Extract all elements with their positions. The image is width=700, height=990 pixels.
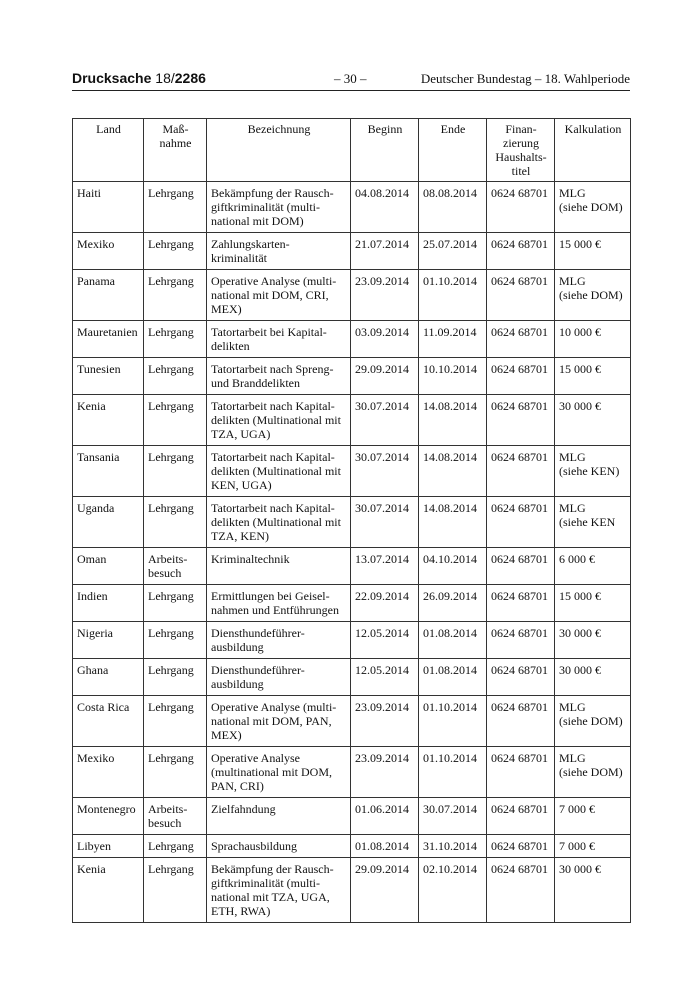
cell-beginn: 01.06.2014: [351, 798, 419, 835]
cell-land: Oman: [73, 548, 144, 585]
cell-titel: 0624 68701: [487, 446, 555, 497]
table-header-row: [73, 119, 631, 182]
cell-ende: 14.08.2014: [419, 395, 487, 446]
col-header-land: Land: [73, 119, 144, 182]
cell-kalkulation: 15 000 €: [555, 358, 631, 395]
cell-bezeichnung: Bekämpfung der Rausch- giftkriminalität (multi- national mit TZA, UGA, ETH, RWA): [207, 858, 351, 923]
table-row: [73, 747, 631, 798]
cell-massnahme: Lehrgang: [144, 182, 207, 233]
cell-massnahme: Lehrgang: [144, 696, 207, 747]
cell-bezeichnung: Ermittlungen bei Geisel- nahmen und Entführungen: [207, 585, 351, 622]
cell-ende: 14.08.2014: [419, 497, 487, 548]
cell-ende: 30.07.2014: [419, 798, 487, 835]
cell-beginn: 23.09.2014: [351, 696, 419, 747]
cell-titel: 0624 68701: [487, 548, 555, 585]
cell-land: Ghana: [73, 659, 144, 696]
cell-kalkulation: 6 000 €: [555, 548, 631, 585]
table-row: [73, 798, 631, 835]
cell-titel: 0624 68701: [487, 358, 555, 395]
cell-titel: 0624 68701: [487, 622, 555, 659]
col-header-ende: Ende: [419, 119, 487, 182]
cell-titel: 0624 68701: [487, 585, 555, 622]
cell-titel: 0624 68701: [487, 395, 555, 446]
cell-massnahme: Lehrgang: [144, 622, 207, 659]
cell-massnahme: Lehrgang: [144, 395, 207, 446]
cell-titel: 0624 68701: [487, 270, 555, 321]
cell-ende: 14.08.2014: [419, 446, 487, 497]
doc-label: Drucksache: [72, 70, 152, 86]
cell-kalkulation: 30 000 €: [555, 858, 631, 923]
cell-titel: 0624 68701: [487, 696, 555, 747]
col-header-finanzierung: Finan- zierung Haushalts- titel: [487, 119, 555, 182]
cell-beginn: 12.05.2014: [351, 659, 419, 696]
cell-massnahme: Lehrgang: [144, 358, 207, 395]
cell-ende: 01.08.2014: [419, 622, 487, 659]
cell-massnahme: Lehrgang: [144, 270, 207, 321]
cell-kalkulation: 15 000 €: [555, 585, 631, 622]
cell-ende: 01.10.2014: [419, 747, 487, 798]
page-header: [72, 70, 630, 91]
cell-ende: 26.09.2014: [419, 585, 487, 622]
cell-beginn: 12.05.2014: [351, 622, 419, 659]
cell-land: Montenegro: [73, 798, 144, 835]
document-number: [72, 70, 206, 86]
cell-land: Haiti: [73, 182, 144, 233]
cell-titel: 0624 68701: [487, 233, 555, 270]
cell-ende: 11.09.2014: [419, 321, 487, 358]
cell-bezeichnung: Operative Analyse (multi- national mit DOM, PAN, MEX): [207, 696, 351, 747]
col-header-beginn: Beginn: [351, 119, 419, 182]
cell-massnahme: Lehrgang: [144, 497, 207, 548]
cell-ende: 01.08.2014: [419, 659, 487, 696]
cell-titel: 0624 68701: [487, 659, 555, 696]
cell-kalkulation: 30 000 €: [555, 622, 631, 659]
cell-ende: 25.07.2014: [419, 233, 487, 270]
cell-titel: 0624 68701: [487, 858, 555, 923]
cell-land: Uganda: [73, 497, 144, 548]
table-body: [73, 182, 631, 923]
cell-beginn: 29.09.2014: [351, 358, 419, 395]
cell-titel: 0624 68701: [487, 182, 555, 233]
publisher: Deutscher Bundestag – 18. Wahlperiode: [420, 71, 630, 86]
cell-massnahme: Lehrgang: [144, 747, 207, 798]
cell-land: Mexiko: [73, 747, 144, 798]
cell-land: Mauretanien: [73, 321, 144, 358]
cell-beginn: 22.09.2014: [351, 585, 419, 622]
doc-number-prefix: 18/: [155, 70, 175, 86]
cell-massnahme: Lehrgang: [144, 446, 207, 497]
cell-ende: 10.10.2014: [419, 358, 487, 395]
cell-land: Costa Rica: [73, 696, 144, 747]
cell-bezeichnung: Operative Analyse (multinational mit DOM, PAN, CRI): [207, 747, 351, 798]
col-header-massnahme: Maß- nahme: [144, 119, 207, 182]
table-row: [73, 446, 631, 497]
cell-land: Nigeria: [73, 622, 144, 659]
cell-titel: 0624 68701: [487, 747, 555, 798]
cell-beginn: 13.07.2014: [351, 548, 419, 585]
cell-bezeichnung: Tatortarbeit nach Kapital- delikten (Multinational mit TZA, UGA): [207, 395, 351, 446]
table-row: [73, 497, 631, 548]
cell-land: Mexiko: [73, 233, 144, 270]
cell-land: Tunesien: [73, 358, 144, 395]
cell-ende: 02.10.2014: [419, 858, 487, 923]
cell-beginn: 30.07.2014: [351, 395, 419, 446]
col-header-bezeichnung: Bezeichnung: [207, 119, 351, 182]
table-row: [73, 858, 631, 923]
cell-bezeichnung: Tatortarbeit nach Kapital- delikten (Multinational mit KEN, UGA): [207, 446, 351, 497]
cell-kalkulation: MLG (siehe DOM): [555, 270, 631, 321]
table-row: [73, 358, 631, 395]
cell-titel: 0624 68701: [487, 321, 555, 358]
cell-kalkulation: 7 000 €: [555, 835, 631, 858]
table-row: [73, 182, 631, 233]
cell-titel: 0624 68701: [487, 835, 555, 858]
page-number: – 30 –: [334, 71, 367, 86]
cell-land: Indien: [73, 585, 144, 622]
measures-table: [72, 118, 631, 923]
cell-ende: 08.08.2014: [419, 182, 487, 233]
cell-ende: 31.10.2014: [419, 835, 487, 858]
cell-bezeichnung: Sprachausbildung: [207, 835, 351, 858]
cell-beginn: 03.09.2014: [351, 321, 419, 358]
table-row: [73, 270, 631, 321]
cell-ende: 01.10.2014: [419, 270, 487, 321]
table-row: [73, 395, 631, 446]
cell-bezeichnung: Tatortarbeit bei Kapital- delikten: [207, 321, 351, 358]
cell-beginn: 30.07.2014: [351, 446, 419, 497]
cell-land: Tansania: [73, 446, 144, 497]
cell-kalkulation: MLG (siehe DOM): [555, 696, 631, 747]
doc-number: 2286: [174, 70, 206, 86]
cell-massnahme: Arbeits- besuch: [144, 548, 207, 585]
table-row: [73, 659, 631, 696]
cell-massnahme: Lehrgang: [144, 585, 207, 622]
table-row: [73, 548, 631, 585]
cell-massnahme: Lehrgang: [144, 321, 207, 358]
cell-beginn: 30.07.2014: [351, 497, 419, 548]
cell-bezeichnung: Diensthundeführer- ausbildung: [207, 622, 351, 659]
cell-land: Kenia: [73, 395, 144, 446]
table-row: [73, 696, 631, 747]
cell-kalkulation: MLG (siehe DOM): [555, 747, 631, 798]
cell-bezeichnung: Bekämpfung der Rausch- giftkriminalität (multi- national mit DOM): [207, 182, 351, 233]
cell-massnahme: Lehrgang: [144, 858, 207, 923]
cell-beginn: 21.07.2014: [351, 233, 419, 270]
cell-bezeichnung: Tatortarbeit nach Kapital- delikten (Multinational mit TZA, KEN): [207, 497, 351, 548]
cell-land: Panama: [73, 270, 144, 321]
cell-beginn: 29.09.2014: [351, 858, 419, 923]
cell-bezeichnung: Tatortarbeit nach Spreng- und Branddelikten: [207, 358, 351, 395]
cell-beginn: 04.08.2014: [351, 182, 419, 233]
table-row: [73, 835, 631, 858]
cell-bezeichnung: Operative Analyse (multi- national mit DOM, CRI, MEX): [207, 270, 351, 321]
cell-massnahme: Lehrgang: [144, 835, 207, 858]
cell-land: Libyen: [73, 835, 144, 858]
cell-titel: 0624 68701: [487, 798, 555, 835]
table-row: [73, 321, 631, 358]
cell-massnahme: Lehrgang: [144, 233, 207, 270]
cell-kalkulation: MLG (siehe KEN: [555, 497, 631, 548]
cell-kalkulation: MLG (siehe DOM): [555, 182, 631, 233]
cell-ende: 01.10.2014: [419, 696, 487, 747]
cell-kalkulation: 30 000 €: [555, 395, 631, 446]
cell-bezeichnung: Zielfahndung: [207, 798, 351, 835]
cell-ende: 04.10.2014: [419, 548, 487, 585]
cell-beginn: 01.08.2014: [351, 835, 419, 858]
cell-bezeichnung: Diensthundeführer- ausbildung: [207, 659, 351, 696]
cell-kalkulation: 30 000 €: [555, 659, 631, 696]
cell-kalkulation: 7 000 €: [555, 798, 631, 835]
cell-kalkulation: 10 000 €: [555, 321, 631, 358]
cell-beginn: 23.09.2014: [351, 747, 419, 798]
cell-land: Kenia: [73, 858, 144, 923]
table-row: [73, 585, 631, 622]
table-row: [73, 233, 631, 270]
col-header-kalkulation: Kalkulation: [555, 119, 631, 182]
cell-massnahme: Lehrgang: [144, 659, 207, 696]
cell-kalkulation: MLG (siehe KEN): [555, 446, 631, 497]
cell-bezeichnung: Zahlungskarten- kriminalität: [207, 233, 351, 270]
cell-kalkulation: 15 000 €: [555, 233, 631, 270]
cell-massnahme: Arbeits- besuch: [144, 798, 207, 835]
cell-bezeichnung: Kriminaltechnik: [207, 548, 351, 585]
cell-titel: 0624 68701: [487, 497, 555, 548]
cell-beginn: 23.09.2014: [351, 270, 419, 321]
table-row: [73, 622, 631, 659]
